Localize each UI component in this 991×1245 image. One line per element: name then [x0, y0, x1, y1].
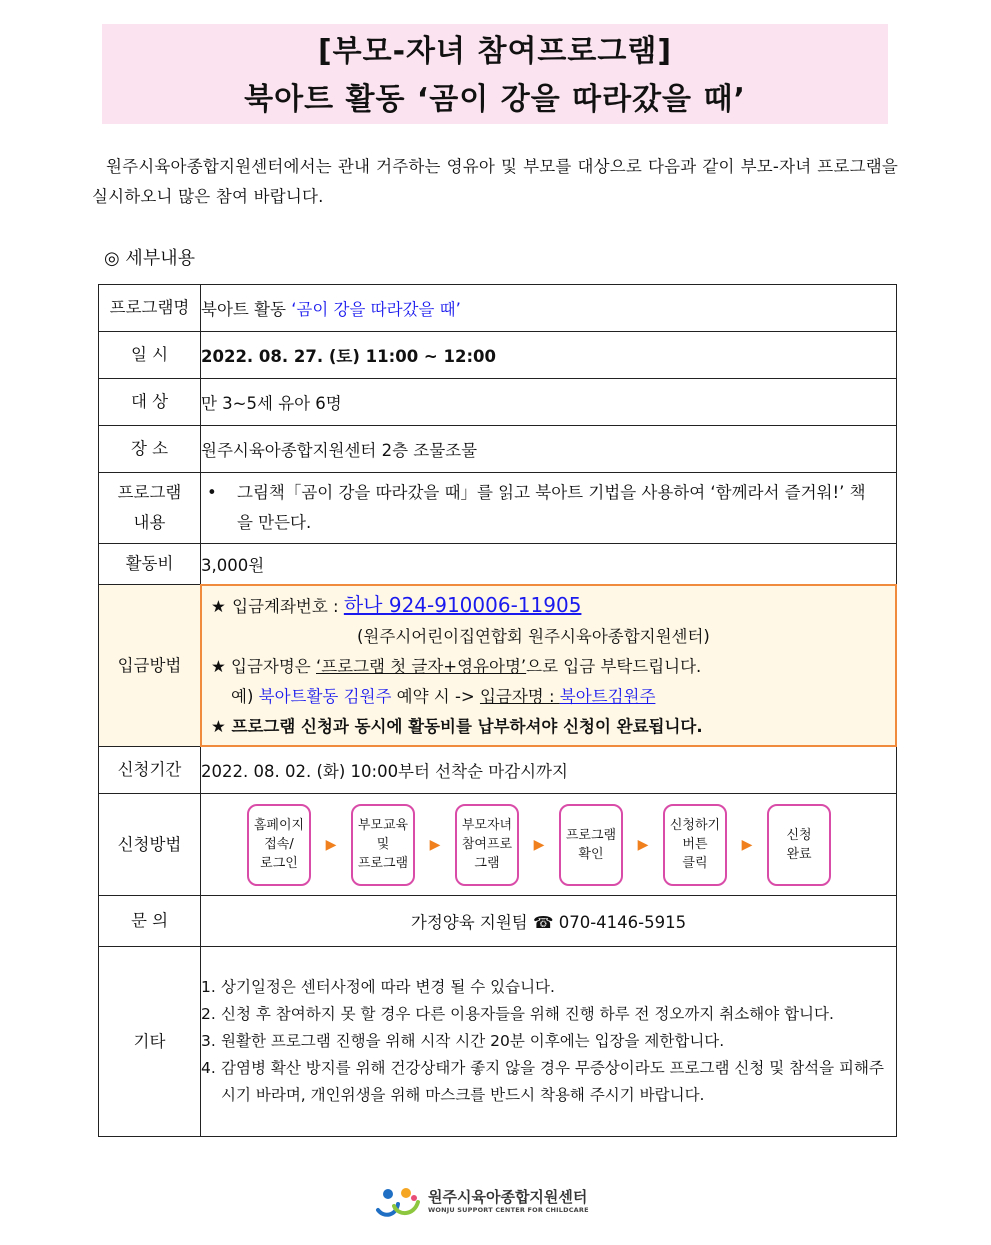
value-method [201, 794, 897, 896]
label-place: 장 소 [99, 426, 201, 473]
details-table [98, 284, 897, 1137]
step-4: 프로그램 확인 [559, 804, 623, 886]
star-icon: ★ [211, 656, 226, 676]
arrow-right-icon: ▶ [533, 836, 545, 853]
row-method [99, 794, 897, 896]
title-line-2: 북아트 활동 ‘곰이 강을 따라갔을 때’ [244, 82, 746, 117]
arrow-right-icon: ▶ [741, 836, 753, 853]
program-name-prefix: 북아트 활동 [201, 300, 292, 319]
step-6: 신청 완료 [767, 804, 831, 886]
label-target: 대 상 [99, 379, 201, 426]
star-icon: ★ [211, 716, 226, 736]
note-text: 상기일정은 센터사정에 따라 변경 될 수 있습니다. [221, 978, 555, 996]
example-prefix: 예) [231, 686, 259, 706]
row-content [99, 473, 897, 544]
label-content [99, 473, 201, 544]
account-number: 하나 924-910006-11905 [343, 592, 582, 617]
label-deposit-text: 입금방법 [117, 655, 182, 675]
row-program-name [99, 285, 897, 332]
label-content-line2: 내용 [133, 513, 166, 532]
label-datetime: 일 시 [99, 332, 201, 379]
row-contact [99, 896, 897, 947]
row-deposit [99, 585, 897, 747]
step-3: 부모자녀 참여프로 그램 [455, 804, 519, 886]
deposit-example-line [201, 682, 896, 712]
value-deposit [201, 585, 897, 747]
example-blue: 북아트활동 김원주 [258, 686, 392, 706]
label-contact: 문 의 [99, 896, 201, 947]
bullet-icon: • [207, 483, 217, 502]
label-period: 신청기간 [99, 747, 201, 794]
name-rule: ‘프로그램 첫 글자+영유아명’ [316, 656, 527, 676]
program-name-highlight: ‘곰이 강을 따라갔을 때’ [291, 300, 461, 319]
note-item [201, 1055, 896, 1109]
step-1: 홈페이지 접속/ 로그인 [247, 804, 311, 886]
name-suffix: 으로 입금 부탁드립니다. [526, 656, 702, 676]
content-text: 그림책「곰이 강을 따라갔을 때」를 읽고 북아트 기법을 사용하여 ‘함께라서 즐거워!’ 책을 만든다. [237, 483, 866, 532]
note-number: 3. [201, 1032, 216, 1050]
value-fee: 3,000원 [201, 544, 897, 585]
example-mid: 예약 시 -> [391, 686, 480, 706]
label-fee: 활동비 [99, 544, 201, 585]
row-fee [99, 544, 897, 585]
center-name-ko: 원주시육아종합지원센터 [428, 1188, 588, 1206]
value-content [201, 473, 897, 544]
deposit-notice: 프로그램 신청과 동시에 활동비를 납부하셔야 신청이 완료됩니다. [231, 716, 703, 736]
note-text: 신청 후 참여하지 못 할 경우 다른 이용자들을 위해 진행 하루 전 정오까지 취소해야 합니다. [221, 1005, 834, 1023]
deposit-account-line [201, 590, 896, 622]
note-item [201, 1028, 896, 1055]
row-etc [99, 947, 897, 1137]
row-target [99, 379, 897, 426]
arrow-right-icon: ▶ [325, 836, 337, 853]
value-program-name [201, 285, 897, 332]
label-program-name: 프로그램명 [99, 285, 201, 332]
center-logo-icon [374, 1184, 422, 1218]
value-period: 2022. 08. 02. (화) 10:00부터 선착순 마감시까지 [201, 747, 897, 794]
arrow-right-icon: ▶ [429, 836, 441, 853]
step-2: 부모교육 및 프로그램 [351, 804, 415, 886]
note-item [201, 974, 896, 1001]
label-content-line1: 프로그램 [117, 483, 182, 502]
value-contact: 가정양육 지원팀 ☎ 070-4146-5915 [201, 896, 897, 947]
value-datetime: 2022. 08. 27. (토) 11:00 ~ 12:00 [201, 332, 897, 379]
value-target: 만 3~5세 유아 6명 [201, 379, 897, 426]
center-name-en: WONJU SUPPORT CENTER FOR CHILDCARE [428, 1206, 589, 1214]
title-banner [102, 24, 888, 124]
deposit-notice-line [201, 712, 896, 742]
application-steps [201, 804, 896, 886]
step-5: 신청하기 버튼 클릭 [663, 804, 727, 886]
value-place: 원주시육아종합지원센터 2층 조물조물 [201, 426, 897, 473]
label-method: 신청방법 [99, 794, 201, 896]
label-deposit [99, 585, 201, 747]
arrow-right-icon: ▶ [637, 836, 649, 853]
row-period [99, 747, 897, 794]
note-number: 1. [201, 978, 216, 996]
deposit-name-line [201, 652, 896, 682]
account-label: 입금계좌번호 : [232, 596, 344, 616]
star-icon: ★ [211, 596, 226, 616]
intro-paragraph [92, 152, 898, 212]
example-name: 북아트김원주 [559, 686, 656, 706]
note-text: 원활한 프로그램 진행을 위해 시작 시간 20분 이후에는 입장을 제한합니다. [221, 1032, 725, 1050]
note-number: 2. [201, 1005, 216, 1023]
label-etc: 기타 [99, 947, 201, 1137]
section-heading: ◎ 세부내용 [104, 248, 195, 269]
note-text: 감염병 확산 방지를 위해 건강상태가 좋지 않을 경우 무증상이라도 프로그램 신청 및 참석을 피해주시기 바라며, 개인위생을 위해 마스크를 반드시 착용해 주시기 바랍니다. [221, 1059, 884, 1104]
title-line-1: [부모-자녀 참여프로그램] [317, 34, 673, 69]
name-prefix: 입금자명은 [231, 656, 316, 676]
intro-text: 원주시육아종합지원센터에서는 관내 거주하는 영유아 및 부모를 대상으로 다음과 같이 부모-자녀 프로그램을 실시하오니 많은 참여 바랍니다. [92, 157, 898, 206]
row-datetime [99, 332, 897, 379]
account-holder: (원주시어린이집연합회 원주시육아종합지원센터) [357, 626, 710, 646]
row-place [99, 426, 897, 473]
footer-logo [374, 1184, 589, 1218]
note-number: 4. [201, 1059, 216, 1077]
value-etc [201, 947, 897, 1137]
note-item [201, 1001, 896, 1028]
example-label: 입금자명 : [479, 686, 560, 706]
